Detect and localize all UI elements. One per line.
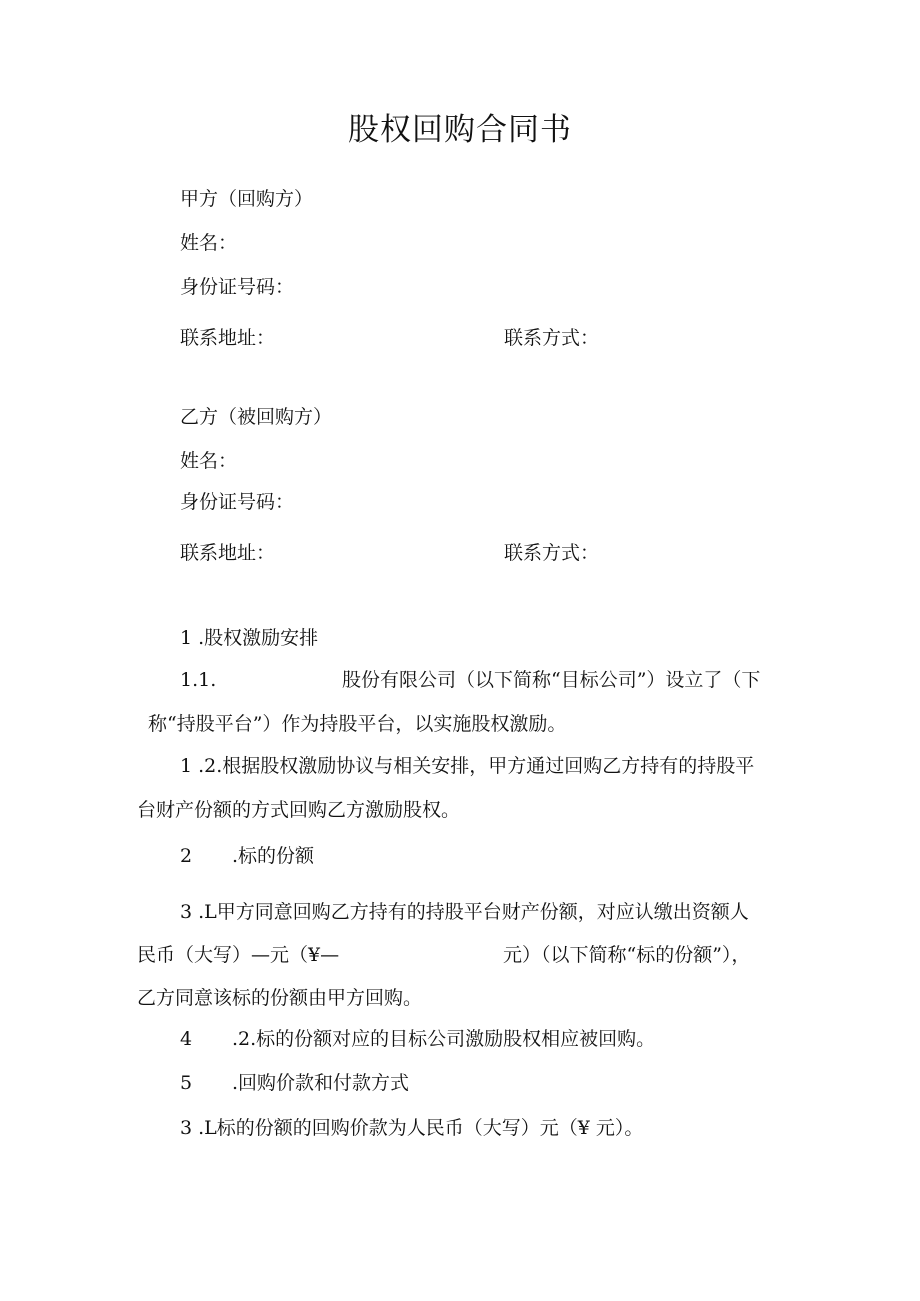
section-2-number: 2 — [180, 845, 193, 867]
section-4-number: 4 — [180, 1028, 193, 1050]
party-a-contact-label: 联系方式： — [504, 327, 600, 349]
party-a-id-label: 身份证号码： — [180, 276, 295, 298]
party-b-id-label: 身份证号码： — [180, 491, 295, 513]
clause-3-line-3: 乙方同意该标的份额由甲方回购。 — [137, 987, 423, 1009]
section-2-heading: .标的份额 — [232, 845, 315, 867]
document-title: 股权回购合同书 — [348, 112, 572, 148]
section-5-number: 5 — [180, 1072, 193, 1094]
party-b-address-label: 联系地址： — [180, 542, 276, 564]
party-a-heading: 甲方（回购方） — [180, 188, 314, 210]
clause-1-1-line-1: 股份有限公司（以下简称“目标公司”）设立了（下 — [342, 669, 761, 691]
clause-3-line-2b: 元）（以下简称“标的份额”）， — [503, 944, 751, 966]
clause-3-line-1: 3 .L甲方同意回购乙方持有的持股平台财产份额，对应认缴出资额人 — [180, 901, 749, 923]
party-a-name-label: 姓名： — [180, 232, 238, 254]
clause-1-1-line-2: 称“持股平台”）作为持股平台，以实施股权激励。 — [148, 713, 567, 735]
clause-6-line-1: 3 .L标的份额的回购价款为人民币（大写）元（¥ 元）。 — [180, 1117, 644, 1139]
party-b-heading: 乙方（被回购方） — [180, 406, 333, 428]
clause-3-line-2a: 民币（大写）—元（¥— — [137, 944, 340, 966]
party-a-address-label: 联系地址： — [180, 327, 276, 349]
clause-1-2-line-1: 1 .2.根据股权激励协议与相关安排，甲方通过回购乙方持有的持股平 — [180, 755, 755, 777]
clause-1-1-number: 1.1. — [180, 669, 217, 691]
section-5-heading: .回购价款和付款方式 — [232, 1072, 410, 1094]
party-b-name-label: 姓名： — [180, 450, 238, 472]
clause-4-text: .2.标的份额对应的目标公司激励股权相应被回购。 — [232, 1028, 656, 1050]
clause-1-2-line-2: 台财产份额的方式回购乙方激励股权。 — [137, 799, 461, 821]
party-b-contact-label: 联系方式： — [504, 542, 600, 564]
section-1-heading: 1 .股权激励安排 — [180, 627, 319, 649]
